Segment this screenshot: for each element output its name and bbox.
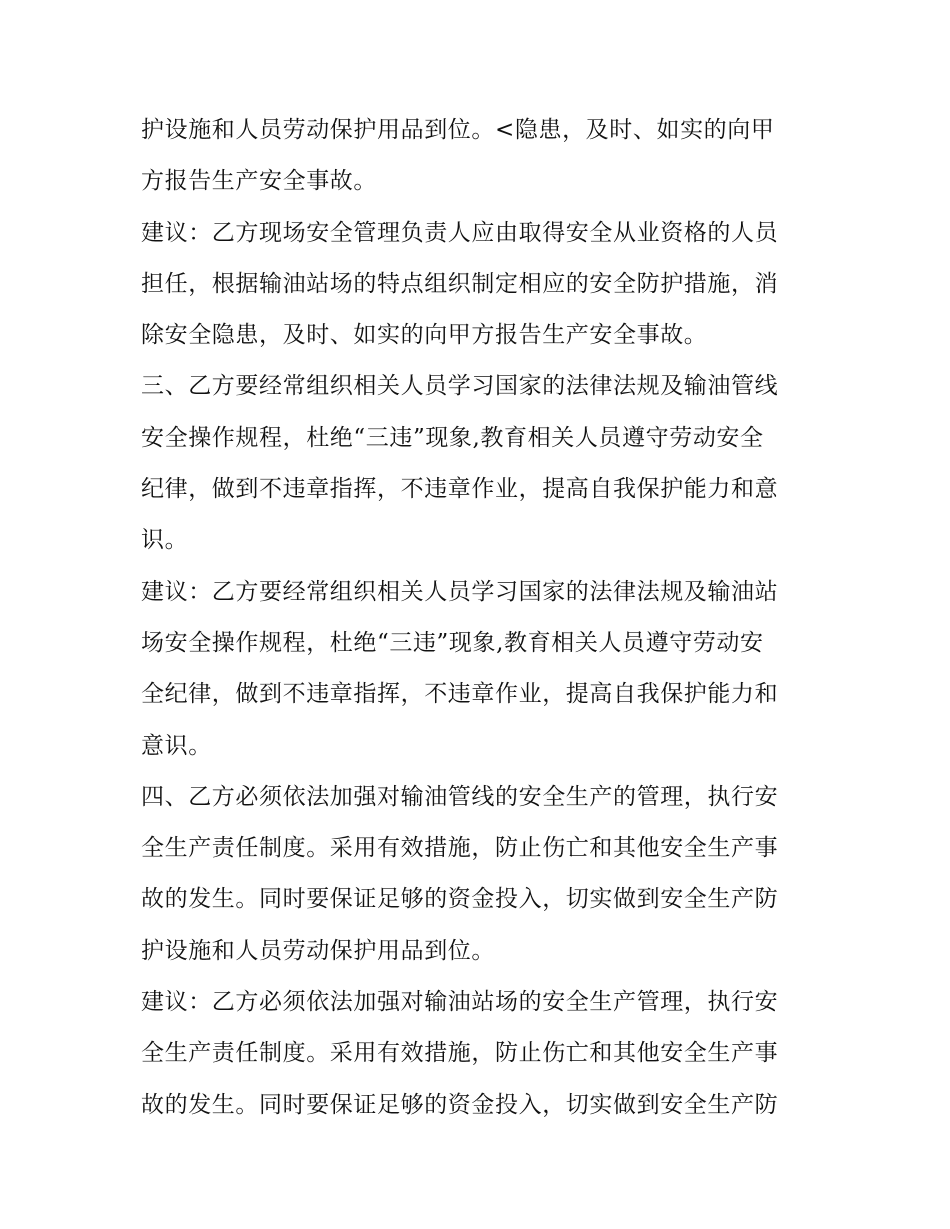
text-line: 意识。: [141, 732, 212, 759]
text-line: 护设施和人员劳动保护用品到位。<隐患，及时、如实的向甲: [141, 117, 775, 143]
text-line: 识。: [141, 527, 189, 554]
text-line: 建议：乙方必须依法加强对输油站场的安全生产管理，执行安: [141, 989, 779, 1016]
document-body: [141, 111, 821, 1137]
text-line: 方报告生产安全事故。: [141, 168, 377, 195]
text-line: 场安全操作规程，杜绝“三违”现象,教育相关人员遵守劳动安: [141, 629, 764, 656]
text-line: 全生产责任制度。采用有效措施，防止伤亡和其他安全生产事: [141, 1040, 779, 1067]
text-line: 故的发生。同时要保证足够的资金投入，切实做到安全生产防: [141, 1091, 779, 1118]
text-line: 纪律，做到不违章指挥，不违章作业，提高自我保护能力和意: [141, 476, 779, 503]
text-line: 建议：乙方现场安全管理负责人应由取得安全从业资格的人员: [141, 219, 779, 246]
text-line: 三、乙方要经常组织相关人员学习国家的法律法规及输油管线: [141, 373, 779, 400]
text-line: 全纪律，做到不违章指挥，不违章作业，提高自我保护能力和: [141, 681, 779, 708]
text-line: 除安全隐患，及时、如实的向甲方报告生产安全事故。: [141, 322, 708, 349]
text-line: 安全操作规程，杜绝“三违”现象,教育相关人员遵守劳动安全: [141, 424, 764, 451]
text-line: 全生产责任制度。采用有效措施，防止伤亡和其他安全生产事: [141, 835, 779, 862]
text-line: 故的发生。同时要保证足够的资金投入，切实做到安全生产防: [141, 886, 779, 913]
text-line: 建议：乙方要经常组织相关人员学习国家的法律法规及输油站: [141, 578, 779, 605]
text-line: 护设施和人员劳动保护用品到位。: [141, 937, 495, 964]
text-line: 四、乙方必须依法加强对输油管线的安全生产的管理，执行安: [141, 783, 779, 810]
text-line: 担任，根据输油站场的特点组织制定相应的安全防护措施，消: [141, 270, 779, 297]
